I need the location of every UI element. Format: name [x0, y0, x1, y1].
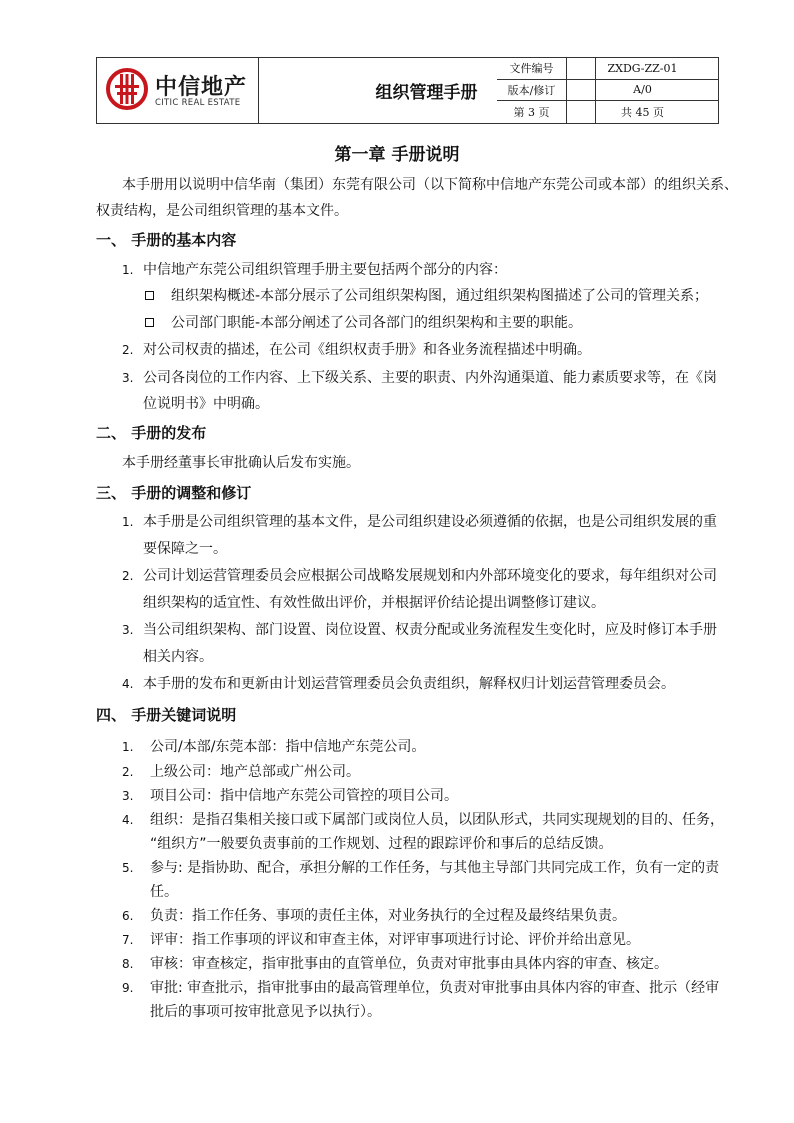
- list-item: 本手册的发布和更新由计划运营管理委员会负责组织，解释权归计划运营管理委员会。: [143, 676, 675, 692]
- section-heading: 三、 手册的调整和修订: [96, 484, 252, 502]
- logo-cell: [97, 58, 259, 123]
- list-number: 1.: [122, 263, 134, 277]
- section-heading: 一、 手册的基本内容: [96, 231, 237, 249]
- section-paragraph: 本手册经董事长审批确认后发布实施。: [122, 455, 360, 471]
- list-item-continuation: 任。: [150, 884, 178, 900]
- list-item: 组织：是指召集相关接口或下属部门或岗位人员，以团队形式，共同实现规划的目的、任务，: [150, 812, 724, 828]
- list-item: 项目公司：指中信地产东莞公司管控的项目公司。: [150, 788, 458, 804]
- list-number: 9.: [122, 981, 134, 995]
- list-item-continuation: 组织架构的适宜性、有效性做出评价，并根据评价结论提出调整修订建议。: [143, 595, 605, 611]
- list-item: 本手册是公司组织管理的基本文件，是公司组织建设必须遵循的依据，也是公司组织发展的重: [143, 514, 717, 530]
- manual-title: 组织管理手册: [258, 58, 596, 123]
- list-item: 评审：指工作事项的评议和审查主体，对评审事项进行讨论、评价并给出意见。: [150, 932, 640, 948]
- list-number: 3.: [122, 623, 134, 637]
- meta-key: 文件编号: [497, 58, 567, 79]
- intro-paragraph-line: 权责结构，是公司组织管理的基本文件。: [96, 203, 348, 219]
- document-meta-grid: [497, 58, 718, 123]
- list-item: 负责：指工作任务、事项的责任主体，对业务执行的全过程及最终结果负责。: [150, 908, 626, 924]
- list-item-continuation: 批后的事项可按审批意见予以执行）。: [150, 1004, 381, 1020]
- list-item: 公司计划运营管理委员会应根据公司战略发展规划和内外部环境变化的要求，每年组织对公司: [143, 568, 717, 584]
- list-item: 审核：审查核定，指审批事由的直管单位，负责对审批事由具体内容的审查、核定。: [150, 956, 668, 972]
- meta-value: ZXDG-ZZ-01: [607, 61, 678, 75]
- logo-chinese-text: 中信地产: [155, 75, 248, 100]
- list-number: 3.: [122, 789, 134, 803]
- list-item-continuation: 相关内容。: [143, 649, 213, 665]
- list-number: 6.: [122, 909, 134, 923]
- list-item-continuation: 要保障之一。: [143, 541, 227, 557]
- list-item-continuation: “组织方”一般要负责事前的工作规划、过程的跟踪评价和事后的总结反馈。: [150, 836, 613, 852]
- meta-key: 版本/修订: [497, 80, 567, 101]
- list-item-continuation: 位说明书》中明确。: [143, 396, 269, 412]
- list-number: 2.: [122, 569, 134, 583]
- list-item: 公司各岗位的工作内容、上下级关系、主要的职责、内外沟通渠道、能力素质要求等，在《岗: [143, 370, 717, 386]
- bullet-square-icon: [145, 318, 154, 327]
- list-item: 公司/本部/东莞本部：指中信地产东莞公司。: [150, 739, 426, 755]
- list-number: 2.: [122, 343, 134, 357]
- section-heading: 四、 手册关键词说明: [96, 706, 237, 724]
- list-number: 4.: [122, 813, 134, 827]
- meta-value: A/0: [633, 83, 652, 97]
- bullet-square-icon: [145, 291, 154, 300]
- section-heading: 二、 手册的发布: [96, 424, 207, 442]
- list-item: 对公司权责的描述，在公司《组织权责手册》和各业务流程描述中明确。: [143, 342, 591, 358]
- list-number: 1.: [122, 515, 134, 529]
- list-number: 5.: [122, 861, 134, 875]
- list-number: 2.: [122, 765, 134, 779]
- meta-row-version: [497, 80, 718, 102]
- chapter-title: 第一章 手册说明: [334, 145, 460, 165]
- bullet-item: 组织架构概述-本部分展示了公司组织架构图，通过组织架构图描述了公司的管理关系；: [171, 288, 709, 304]
- document-header-table: [96, 57, 719, 124]
- list-item: 参与: 是指协助、配合，承担分解的工作任务，与其他主导部门共同完成工作，负有一定的责: [150, 860, 720, 876]
- list-number: 8.: [122, 957, 134, 971]
- bullet-item: 公司部门职能-本部分阐述了公司各部门的组织架构和主要的职能。: [171, 315, 583, 331]
- list-item: 当公司组织架构、部门设置、岗位设置、权责分配或业务流程发生变化时，应及时修订本手册: [143, 622, 717, 638]
- list-number: 1.: [122, 740, 134, 754]
- list-number: 4.: [122, 677, 134, 691]
- intro-paragraph-line: 本手册用以说明中信华南（集团）东莞有限公司（以下简称中信地产东莞公司或本部）的组织关系、: [122, 177, 738, 193]
- meta-key: 第 3 页: [497, 101, 567, 123]
- list-item: 审批: 审查批示，指审批事由的最高管理单位，负责对审批事由具体内容的审查、批示（经审: [150, 980, 720, 996]
- meta-row-file-no: [497, 58, 718, 80]
- logo-english-text: CITIC REAL ESTATE: [155, 98, 241, 108]
- list-item: 上级公司：地产总部或广州公司。: [150, 764, 360, 780]
- citic-logo: [105, 66, 255, 116]
- meta-row-page: [497, 101, 718, 123]
- meta-value: 共 45 页: [621, 105, 664, 119]
- citic-emblem-icon: [105, 66, 149, 112]
- list-number: 3.: [122, 371, 134, 385]
- list-item: 中信地产东莞公司组织管理手册主要包括两个部分的内容：: [143, 262, 507, 278]
- list-number: 7.: [122, 933, 134, 947]
